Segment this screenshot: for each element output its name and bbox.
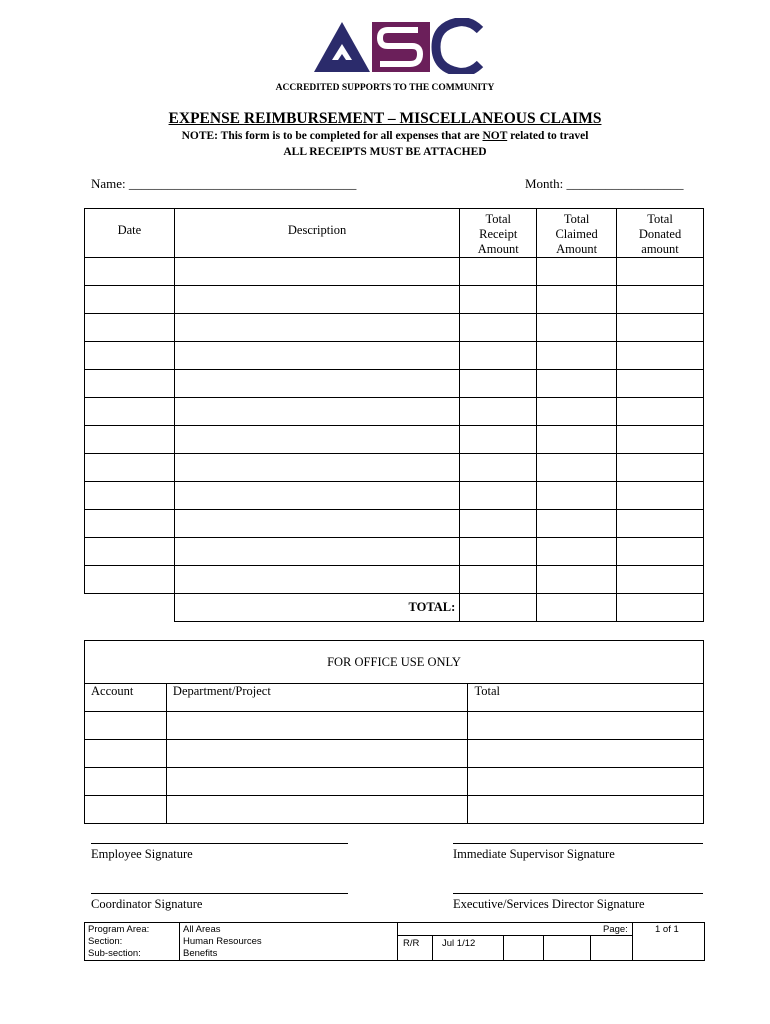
expense-table <box>84 208 704 622</box>
page-value: 1 of 1 <box>655 924 679 935</box>
col-receipt-amount: Total Receipt Amount <box>460 209 537 258</box>
table-row[interactable] <box>85 286 704 314</box>
col-total: Total <box>468 684 704 712</box>
total-claimed-cell[interactable] <box>537 594 617 622</box>
table-row[interactable] <box>85 510 704 538</box>
director-signature-line[interactable] <box>453 893 703 894</box>
coordinator-signature-line[interactable] <box>91 893 348 894</box>
employee-signature-line[interactable] <box>91 843 348 844</box>
supervisor-signature-label: Immediate Supervisor Signature <box>453 847 615 861</box>
program-area-label: Program Area: <box>88 924 150 935</box>
name-field[interactable]: Name: ___________________________________ <box>91 176 357 191</box>
col-claimed-amount: Total Claimed Amount <box>537 209 617 258</box>
receipts-notice: ALL RECEIPTS MUST BE ATTACHED <box>283 146 487 158</box>
col-description: Description <box>174 209 459 258</box>
program-area-value: All Areas <box>183 924 221 935</box>
table-row[interactable] <box>85 426 704 454</box>
table-row[interactable] <box>85 712 704 740</box>
asc-logo <box>314 18 484 74</box>
org-name: ACCREDITED SUPPORTS TO THE COMMUNITY <box>275 83 495 93</box>
section-value: Human Resources <box>183 936 262 947</box>
supervisor-signature-line[interactable] <box>453 843 703 844</box>
table-row[interactable] <box>85 796 704 824</box>
form-note: NOTE: This form is to be completed for all expenses that are NOT related to travel <box>181 130 589 142</box>
footer-block <box>84 922 705 961</box>
total-receipt-cell[interactable] <box>460 594 537 622</box>
col-department: Department/Project <box>166 684 468 712</box>
table-row[interactable] <box>85 258 704 286</box>
section-label: Section: <box>88 936 123 947</box>
col-account: Account <box>85 684 167 712</box>
table-row[interactable] <box>85 740 704 768</box>
col-donated-amount: Total Donated amount <box>617 209 704 258</box>
total-label: TOTAL: <box>174 594 459 622</box>
table-row[interactable] <box>85 538 704 566</box>
employee-signature-label: Employee Signature <box>91 847 193 861</box>
form-title: EXPENSE REIMBURSEMENT – MISCELLANEOUS CLAIMS <box>168 110 602 127</box>
table-row[interactable] <box>85 566 704 594</box>
table-row[interactable] <box>85 314 704 342</box>
coordinator-signature-label: Coordinator Signature <box>91 897 203 911</box>
office-use-table <box>84 640 704 824</box>
table-row[interactable] <box>85 342 704 370</box>
office-use-title: FOR OFFICE USE ONLY <box>85 641 704 684</box>
subsection-label: Sub-section: <box>88 948 141 959</box>
table-row[interactable] <box>85 398 704 426</box>
rr-label: R/R <box>403 938 420 949</box>
table-row[interactable] <box>85 370 704 398</box>
page-label: Page: <box>603 924 628 935</box>
table-row[interactable] <box>85 768 704 796</box>
subsection-value: Benefits <box>183 948 218 959</box>
month-field[interactable]: Month: __________________ <box>525 176 684 191</box>
director-signature-label: Executive/Services Director Signature <box>453 897 645 911</box>
table-row[interactable] <box>85 482 704 510</box>
total-donated-cell[interactable] <box>617 594 704 622</box>
table-row[interactable] <box>85 454 704 482</box>
revision-date: Jul 1/12 <box>442 938 476 949</box>
col-date: Date <box>85 209 175 258</box>
